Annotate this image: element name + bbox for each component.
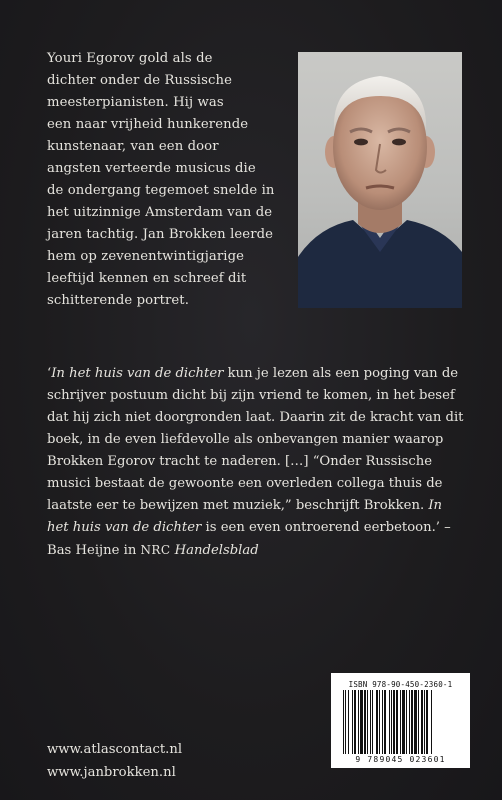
- isbn-label: ISBN 978-90-450-2360-1: [348, 680, 453, 689]
- quote-source-abbr: NRC: [140, 543, 171, 557]
- ean-number: 9 789045 023601: [355, 755, 446, 764]
- quote-source-name: Handelsblad: [170, 543, 259, 558]
- quote-text-1: kun je lezen als een poging van de schrijver postuum dicht bij zijn vriend te komen, in het besef dat hij zich niet doorgronden laat. Daarin zit de kracht van dit boek, in de even liefdevolle als onbevangen manier waarop Brokken Egorov tracht te naderen. […] “Onder Russische musici bestaat de gewoonte een overleden collega thuis de laatste eer te bewijzen met muziek,” beschrijft Brokken.: [47, 366, 464, 513]
- quote-open-mark: ‘: [47, 366, 52, 381]
- quote-book-title-2: In het huis van de dichter: [47, 498, 443, 535]
- barcode-panel: [331, 673, 470, 768]
- quote-text-2: is een even ontroerend eerbetoon.’ – Bas Heijne in: [47, 520, 451, 558]
- author-photo: [298, 52, 462, 308]
- author-website-link[interactable]: www.janbrokken.nl: [47, 765, 176, 780]
- blurb-text: Youri Egorov gold als de dichter onder de Russische meesterpianisten. Hij was een naar vrijheid hunkerende kunstenaar, van een door angsten verteerde musicus die de ondergang tegemoet snelde in het uitzinnige Amsterdam van de jaren tachtig. Jan Brokken leerde hem op zevenentwintigjarige leeftijd kennen en schreef dit schitterende portret.: [47, 51, 275, 308]
- barcode-icon: [343, 690, 458, 754]
- review-quote: [47, 363, 467, 562]
- quote-book-title: In het huis van de dichter: [51, 366, 224, 381]
- publisher-website-link[interactable]: www.atlascontact.nl: [47, 742, 183, 757]
- book-blurb: [47, 48, 287, 312]
- website-links: [47, 738, 182, 784]
